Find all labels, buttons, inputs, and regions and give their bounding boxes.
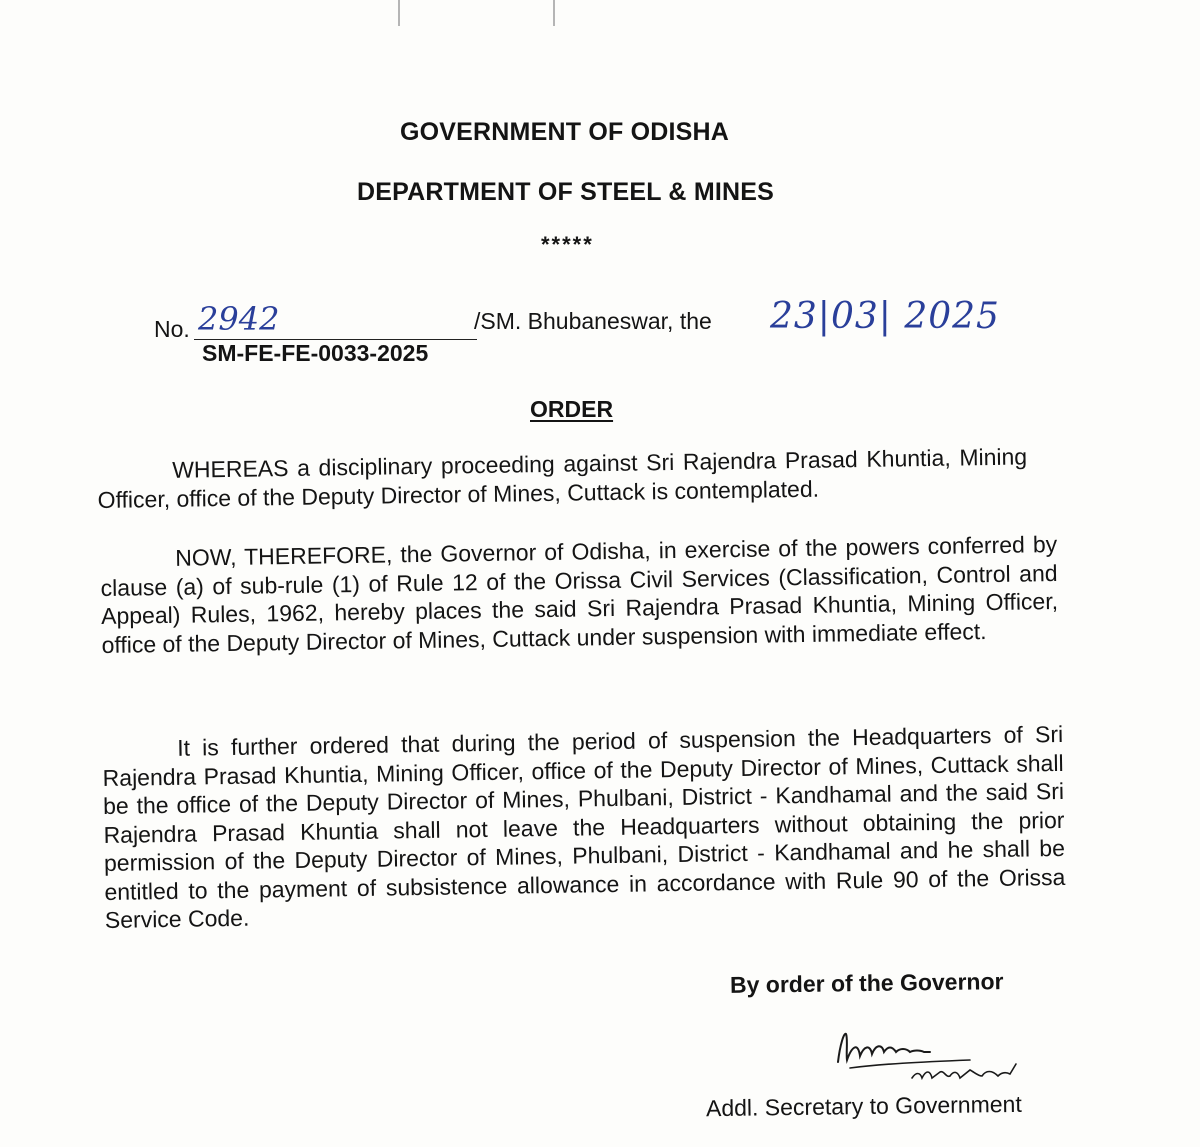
- separator: *****: [541, 232, 594, 257]
- handwritten-order-number: 2942: [198, 300, 280, 338]
- handwritten-signature: [820, 1020, 1040, 1090]
- scan-mark: [398, 0, 400, 26]
- paragraph-text: It is further ordered that during the period of suspension the Headquarters of Sri Rajendra Prasad Khuntia, Mining Officer, office of the Deputy Director of Mines, Cuttack shall be the office of the Deputy Director of Mines, Phulbani, District - Kandhamal and the said Sri Rajendra Prasad Khuntia shall not leave the Headquarters without obtaining the prior permission of the Deputy Director of Mines, Phulbani, District - Kandhamal and he shall be entitled to the payment of subsistence allowance in accordance with Rule 90 of the Orissa Service Code.: [102, 720, 1066, 933]
- order-paragraph-1: [97, 442, 1028, 514]
- order-paragraph-3: [102, 720, 1066, 935]
- paragraph-text: WHEREAS a disciplinary proceeding against Sri Rajendra Prasad Khuntia, Mining Officer, office of the Deputy Director of Mines, Cuttack is contemplated.: [97, 443, 1028, 513]
- handwritten-date: 23|03| 2025: [770, 296, 1000, 337]
- paragraph-text: NOW, THEREFORE, the Governor of Odisha, in exercise of the powers conferred by clause (a) of sub-rule (1) of Rule 12 of the Orissa Civil Services (Classification, Control and Appeal) Rules, 1962, hereby places the said Sri Rajendra Prasad Khuntia, Mining Officer, office of the Deputy Director of Mines, Cuttack under suspension with immediate effect.: [100, 530, 1059, 658]
- department-heading: DEPARTMENT OF STEEL & MINES: [357, 178, 774, 206]
- number-prefix: No.: [154, 316, 190, 342]
- order-title: ORDER: [530, 396, 614, 422]
- file-number: SM-FE-FE-0033-2025: [202, 340, 429, 366]
- government-heading: GOVERNMENT OF ODISHA: [400, 118, 730, 146]
- place-label: /SM. Bhubaneswar, the: [474, 308, 712, 334]
- signatory-designation: Addl. Secretary to Government: [705, 1090, 1022, 1122]
- scan-mark: [553, 0, 555, 26]
- by-order-line: By order of the Governor: [729, 968, 1004, 998]
- order-paragraph-2: [100, 530, 1059, 659]
